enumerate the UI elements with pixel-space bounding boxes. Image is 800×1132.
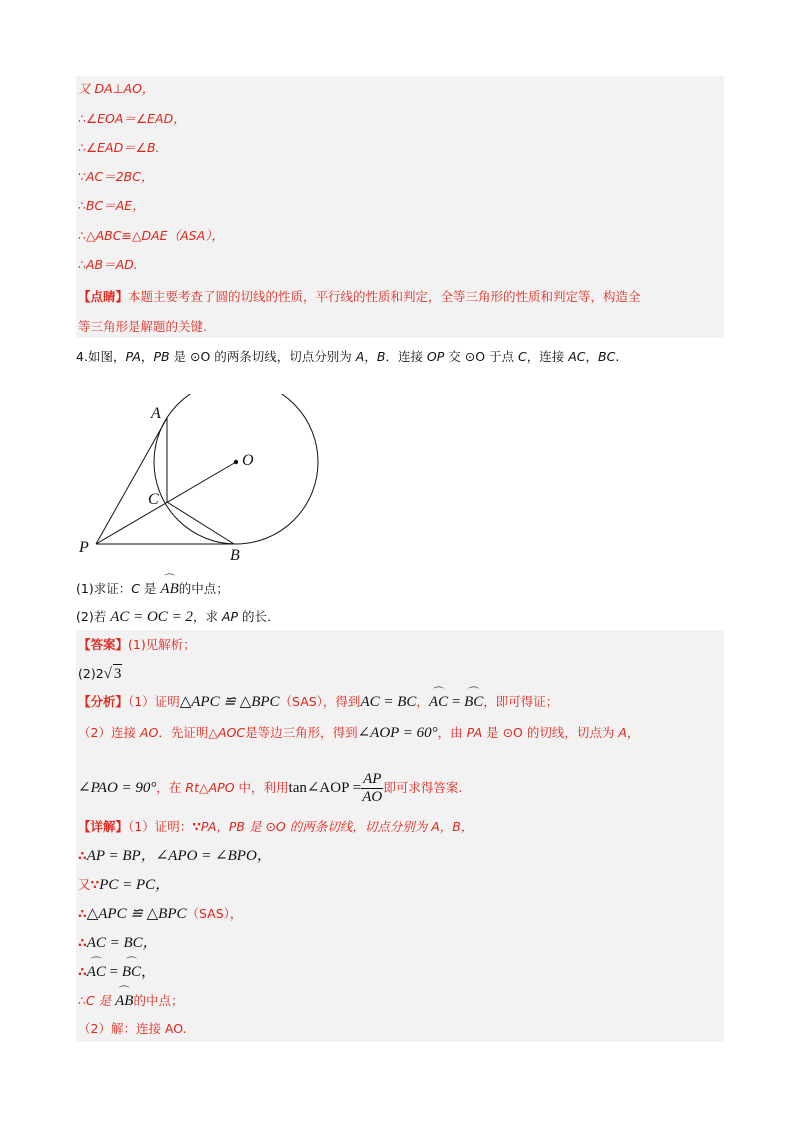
t: ，即可得证； bbox=[483, 694, 559, 709]
question-2 bbox=[76, 608, 271, 626]
expr: AC = BC， bbox=[86, 935, 158, 951]
fraction-ap-ao bbox=[361, 771, 383, 806]
label-p: P bbox=[79, 539, 89, 556]
analysis-line-3 bbox=[78, 768, 462, 808]
var-c: C bbox=[518, 349, 527, 364]
circle-o bbox=[154, 394, 318, 544]
because-symbol: ∵ bbox=[192, 819, 201, 834]
detail-line-1 bbox=[78, 818, 473, 836]
sqrt-sign: √ bbox=[103, 666, 112, 682]
expr: AP = BP，∠APO = ∠BPO， bbox=[86, 848, 272, 864]
detail-line-5 bbox=[78, 934, 158, 952]
because-symbol: ∵ bbox=[90, 877, 100, 892]
numerator: AP bbox=[363, 771, 382, 787]
t: 的中点； bbox=[133, 993, 184, 1008]
q2-expr: AC = OC = 2 bbox=[110, 609, 193, 625]
detail-line-3 bbox=[78, 876, 170, 894]
solution-line-4: ∵AC＝2BC， bbox=[78, 169, 154, 184]
denominator: AO bbox=[362, 789, 383, 805]
problem-text: ，连接 bbox=[526, 349, 569, 364]
t: （SAS）， bbox=[186, 906, 243, 921]
answer-part1: (1)见解析； bbox=[128, 637, 196, 652]
answer-line-1 bbox=[78, 636, 196, 654]
problem-number: 4. bbox=[76, 349, 88, 364]
t: ∴C 是 bbox=[78, 993, 116, 1008]
geometry-figure bbox=[72, 394, 332, 574]
var-a: A bbox=[355, 349, 365, 364]
problem-text: . bbox=[615, 349, 620, 364]
t: ．先证明 bbox=[158, 725, 209, 740]
arc-ac: ⌒ AC bbox=[429, 693, 448, 711]
analysis-tag: 【分析】 bbox=[78, 694, 129, 709]
answer-line-2 bbox=[78, 664, 122, 683]
var-pa: PA bbox=[125, 349, 141, 364]
analysis-line-2 bbox=[78, 724, 639, 742]
t: （1）证明 bbox=[128, 694, 180, 709]
t: ，在 bbox=[156, 780, 186, 795]
analysis-line-1 bbox=[78, 693, 558, 711]
therefore-symbol: ∴ bbox=[78, 964, 87, 979]
t: 是等边三角形，得到 bbox=[245, 725, 358, 740]
var-bc: BC bbox=[598, 349, 616, 364]
q2-suffix: 的长. bbox=[238, 609, 271, 624]
label-c: C bbox=[148, 491, 159, 508]
angle-pao: ∠PAO = 90° bbox=[78, 780, 157, 796]
q2-ap: AP bbox=[221, 609, 239, 624]
radicand: 3 bbox=[113, 666, 122, 682]
expr: △APC ≌ △BPC bbox=[86, 906, 187, 922]
t: 是 ⊙O 的切线，切点为 bbox=[482, 725, 619, 740]
detail-line-6 bbox=[78, 963, 156, 981]
t: PA，PB 是 ⊙O 的两条切线，切点分别为 A，B， bbox=[200, 819, 474, 834]
q1-c: C bbox=[131, 581, 140, 596]
problem-text: 交 ⊙O 于点 bbox=[444, 349, 519, 364]
angle-aop: ∠AOP = 60° bbox=[357, 725, 438, 741]
solution-line-7: ∴AB＝AD. bbox=[78, 257, 138, 272]
eq: = bbox=[105, 964, 122, 980]
therefore-symbol: ∴ bbox=[78, 906, 87, 921]
var-pb: PB bbox=[153, 349, 170, 364]
q2-mid: ，求 bbox=[192, 609, 222, 624]
point-o bbox=[234, 460, 238, 464]
tan-expr: tan∠AOP = bbox=[288, 780, 362, 796]
therefore-symbol: ∴ bbox=[78, 935, 87, 950]
arc-ab: ⌒ AB bbox=[160, 580, 178, 598]
var-b: B bbox=[376, 349, 386, 364]
sep: ， bbox=[140, 349, 154, 364]
expr-eq: AC = BC bbox=[360, 694, 417, 710]
t: 中，利用 bbox=[234, 780, 289, 795]
t: （SAS），得到 bbox=[279, 694, 361, 709]
arc-ac: ⌒ AC bbox=[87, 963, 106, 981]
t: ， bbox=[141, 964, 157, 980]
t: ， bbox=[416, 694, 429, 709]
detail-line-7 bbox=[78, 992, 183, 1010]
t: ， bbox=[626, 725, 640, 740]
problem-text: ， bbox=[364, 349, 377, 364]
question-1 bbox=[76, 580, 229, 598]
var-op: OP bbox=[426, 349, 445, 364]
expr-cong: △APC ≌ △BPC bbox=[179, 694, 280, 710]
t: （1）证明： bbox=[128, 819, 193, 834]
answer-tag: 【答案】 bbox=[78, 637, 129, 652]
problem-text: ．连接 bbox=[385, 349, 427, 364]
t: 又 bbox=[78, 877, 91, 892]
arc-bc: ⌒ BC bbox=[464, 693, 483, 711]
rt-apo: Rt△APO bbox=[185, 780, 235, 795]
solution-line-2: ∴∠EOA＝∠EAD， bbox=[78, 111, 186, 126]
solution-line-5: ∴BC＝AE， bbox=[78, 198, 145, 213]
tri-aoc: △AOC bbox=[208, 725, 246, 740]
label-a: A bbox=[151, 405, 161, 422]
t: 即可求得答案. bbox=[383, 780, 463, 795]
problem-text: ， bbox=[585, 349, 599, 364]
detail-tag: 【详解】 bbox=[78, 819, 129, 834]
segment-bc bbox=[167, 502, 234, 544]
arc-bc: ⌒ BC bbox=[122, 963, 141, 981]
label-o: O bbox=[242, 452, 254, 469]
eq: = bbox=[448, 694, 465, 710]
solution-line-6: ∴△ABC≌△DAE（ASA）， bbox=[78, 228, 224, 243]
comment-line-1 bbox=[78, 288, 641, 306]
therefore-symbol: ∴ bbox=[78, 848, 87, 863]
expr: PC = PC， bbox=[99, 877, 171, 893]
var-ac: AC bbox=[568, 349, 586, 364]
label-b: B bbox=[230, 547, 240, 564]
answer-box bbox=[76, 630, 724, 1042]
pa: PA bbox=[466, 725, 483, 740]
solution-line-3: ∴∠EAD＝∠B. bbox=[78, 140, 160, 155]
problem-statement bbox=[76, 348, 619, 366]
t: ，由 bbox=[437, 725, 467, 740]
solution-line-1: 又 DA⊥AO， bbox=[78, 81, 155, 96]
ao: AO bbox=[139, 725, 159, 740]
answer-part2: (2)2 bbox=[78, 666, 104, 681]
q1-suffix: 的中点； bbox=[178, 581, 229, 596]
t: （2）连接 bbox=[78, 725, 140, 740]
q1-mid: 是 bbox=[139, 581, 161, 596]
detail-line-8: （2）解：连接 AO. bbox=[78, 1021, 187, 1036]
q2-prefix: (2)若 bbox=[76, 609, 111, 624]
problem-text: 是 ⊙O 的两条切线，切点分别为 bbox=[169, 349, 356, 364]
comment-line-2: 等三角形是解题的关键. bbox=[78, 319, 207, 334]
a: A bbox=[618, 725, 627, 740]
problem-text: 如图， bbox=[87, 349, 126, 364]
detail-line-4 bbox=[78, 905, 242, 923]
q1-prefix: (1)求证： bbox=[76, 581, 132, 596]
arc-ab: ⌒ AB bbox=[115, 992, 133, 1010]
comment-tag: 【点睛】 bbox=[78, 289, 129, 304]
comment-text-1: 本题主要考查了圆的切线的性质，平行线的性质和判定，全等三角形的性质和判定等，构造全 bbox=[128, 289, 641, 304]
detail-line-2 bbox=[78, 847, 272, 865]
